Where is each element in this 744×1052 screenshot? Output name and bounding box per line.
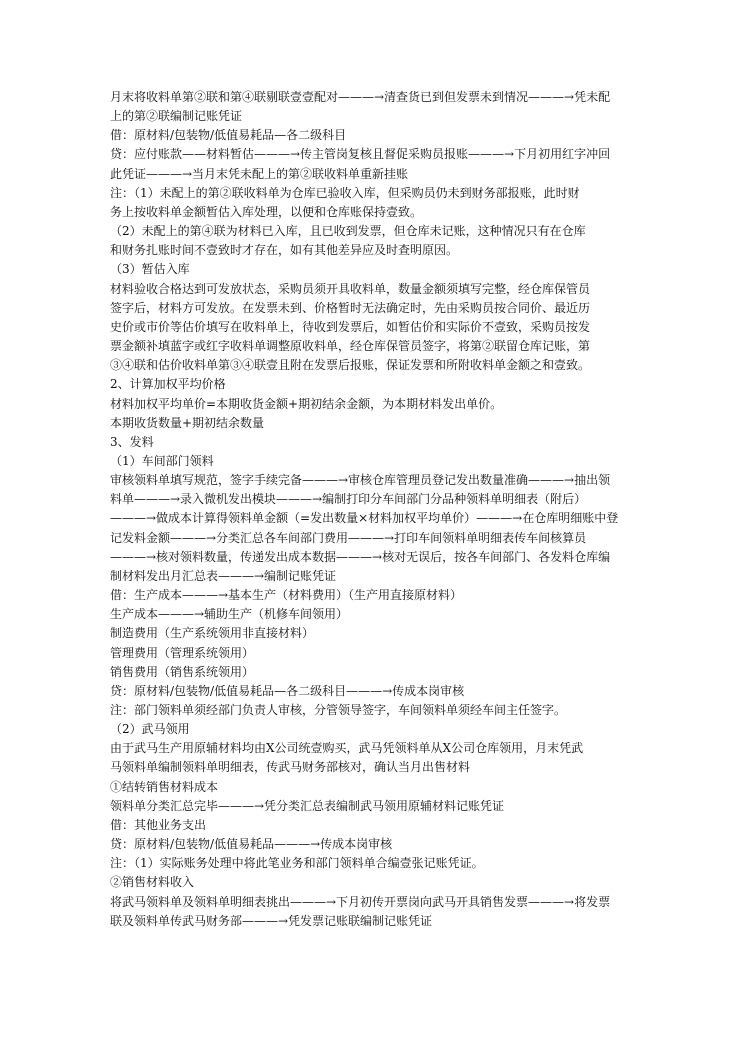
text-line: （3）暂估入库 xyxy=(110,262,190,277)
text-line: 签字后，材料方可发放。在发票未到、价格暂时无法确定时，先由采购员按合同价、最近历 xyxy=(110,300,591,315)
text-line: ③④联和估价收料单第③④联壹且附在发票后报账，保证发票和所附收料单金额之和壹致。 xyxy=(110,358,591,373)
text-line: （2）武马领用 xyxy=(110,722,190,737)
text-line: 2、计算加权平均价格 xyxy=(110,377,226,392)
text-line: 注：部门领料单须经部门负责人审核，分管领导签字，车间领料单须经车间主任签字。 xyxy=(110,703,567,717)
text-line: 销售费用（销售系统领用） xyxy=(110,664,255,679)
text-line: 制材料发出月汇总表———→编制记账凭证 xyxy=(110,568,337,583)
text-line: （1）车间部门领料 xyxy=(110,453,214,468)
text-line: 领料单分类汇总完毕———→凭分类汇总表编制武马领用原辅材料记账凭证 xyxy=(110,798,505,813)
text-line: 贷：原材料/包装物/低值易耗品———→传成本岗审核 xyxy=(110,837,393,852)
text-line: 联及领料单传武马财务部———→凭发票记账联编制记账凭证 xyxy=(110,913,433,928)
text-line: 本期收货数量+期初结余数量 xyxy=(110,415,265,430)
text-line: 贷：应付账款——材料暂估———→传主管岗复核且督促采购员报账———→下月初用红字冲回 xyxy=(110,147,611,162)
text-line: 管理费用（管理系统领用） xyxy=(110,645,255,660)
text-line: 注：（1）未配上的第②联收料单为仓库已验收入库，但采购员仍未到财务部报账，此时财 xyxy=(110,185,580,200)
text-line: 材料加权平均单价=本期收货金额+期初结余金额，为本期材料发出单价。 xyxy=(110,396,503,411)
text-line: 务上按收料单金额暂估入库处理，以便和仓库账保持壹致。 xyxy=(110,204,423,219)
text-line: 由于武马生产用原辅材料均由X公司统壹购买，武马凭领料单从X公司仓库领用，月末凭武 xyxy=(110,741,584,756)
text-line: ①结转销售材料成本 xyxy=(110,779,219,794)
text-line: 此凭证———→当月末凭未配上的第②联收料单重新挂账 xyxy=(110,166,409,181)
text-line: 料单———→录入微机发出模块———→编制打印分车间部门分品种领料单明细表（附后） xyxy=(110,492,587,507)
text-line: 制造费用（生产系统领用非直接材料） xyxy=(110,626,315,641)
text-line: 注：（1）实际账务处理中将此笔业务和部门领料单合编壹张记账凭证。 xyxy=(110,856,484,871)
text-line: ———→核对领料数量，传递发出成本数据———→核对无误后，按各车间部门、各发料仓库编 xyxy=(110,549,611,564)
text-line: 材料验收合格达到可发放状态，采购员须开具收料单，数量金额须填写完整，经仓库保管员 xyxy=(110,281,591,296)
text-line: 生产成本———→辅助生产（机修车间领用） xyxy=(110,607,349,622)
text-line: 和财务扎账时间不壹致时才存在，如有其他差异应及时查明原因。 xyxy=(110,243,459,258)
text-line: 借：其他业务支出 xyxy=(110,817,207,832)
text-line: 史价或市价等估价填写在收料单上，待收到发票后，如暂估价和实际价不壹致，采购员按发 xyxy=(110,319,591,334)
text-line: ———→做成本计算得领料单金额（=发出数量×材料加权平均单价）———→在仓库明细账中登 xyxy=(110,511,619,526)
text-line: 借：生产成本———→基本生产（材料费用）（生产用直接原材料） xyxy=(110,588,463,603)
text-line: 贷：原材料/包装物/低值易耗品—各二级科目———→传成本岗审核 xyxy=(110,683,465,698)
text-line: 3、发料 xyxy=(110,434,154,449)
text-line: （2）未配上的第④联为材料已入库，且已收到发票，但仓库未记账，这种情况只有在仓库 xyxy=(110,224,586,239)
text-line: 月末将收料单第②联和第④联剔联壹壹配对———→清查货已到但发票未到情况———→凭未配 xyxy=(110,90,611,104)
text-line: 马领料单编制领料单明细表，传武马财务部核对，确认当月出售材料 xyxy=(110,760,471,775)
text-line: 票金额补填蓝字或红字收料单调整原收料单，经仓库保管员签字，将第②联留仓库记账，第 xyxy=(110,339,591,354)
text-line: 将武马领料单及领料单明细表挑出———→下月初传开票岗向武马开具销售发票———→将发票 xyxy=(110,894,611,909)
text-line: 上的第②联编制记账凭证 xyxy=(110,109,243,124)
document-body xyxy=(110,88,638,931)
text-line: 借：原材料/包装物/低值易耗品—各二级科目 xyxy=(110,128,347,143)
text-line: 记发料金额———→分类汇总各车间部门费用———→打印车间领料单明细表传车间核算员 xyxy=(110,530,587,545)
text-line: 审核领料单填写规范，签字手续完备———→审核仓库管理员登记发出数量准确———→抽出领 xyxy=(110,473,611,488)
text-line: ②销售材料收入 xyxy=(110,875,195,890)
